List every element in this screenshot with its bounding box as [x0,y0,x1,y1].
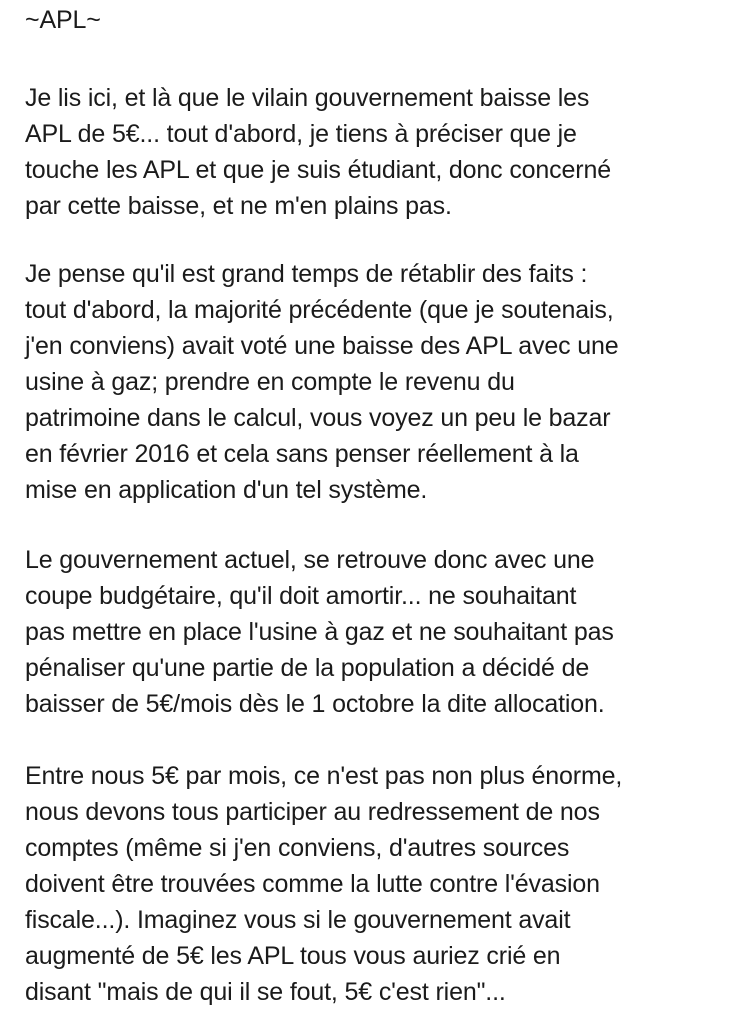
text-line: nous devons tous participer au redressement de nos [25,798,600,826]
text-line: doivent être trouvées comme la lutte contre l'évasion [25,870,600,898]
text-line: Je lis ici, et là que le vilain gouvernement baisse les [25,84,590,112]
text-line: augmenté de 5€ les APL tous vous auriez crié en [25,942,561,970]
text-line: Entre nous 5€ par mois, ce n'est pas non plus énorme, [25,762,623,790]
text-line: touche les APL et que je suis étudiant, donc concerné [25,156,611,184]
paragraph-4 [25,758,622,1010]
text-line: patrimoine dans le calcul, vous voyez un peu le bazar [25,404,611,432]
text-line: j'en conviens) avait voté une baisse des APL avec une [25,332,619,360]
text-line: pénaliser qu'une partie de la population a décidé de [25,654,590,682]
text-line: APL de 5€... tout d'abord, je tiens à préciser que je [25,120,577,148]
text-line: coupe budgétaire, qu'il doit amortir... ne souhaitant [25,582,577,610]
text-line: comptes (même si j'en conviens, d'autres sources [25,834,570,862]
text-line: Le gouvernement actuel, se retrouve donc avec une [25,546,595,574]
paragraph-3 [25,542,614,722]
text-line: baisser de 5€/mois dès le 1 octobre la dite allocation. [25,690,605,718]
document-title: ~APL~ [25,6,101,34]
text-line: tout d'abord, la majorité précédente (que je soutenais, [25,296,614,324]
text-line: disant "mais de qui il se fout, 5€ c'est rien"... [25,978,506,1006]
text-line: en février 2016 et cela sans penser réellement à la [25,440,579,468]
paragraph-2 [25,256,619,508]
text-line: par cette baisse, et ne m'en plains pas. [25,192,452,220]
text-line: mise en application d'un tel système. [25,476,428,504]
text-line: usine à gaz; prendre en compte le revenu du [25,368,515,396]
text-line: pas mettre en place l'usine à gaz et ne souhaitant pas [25,618,614,646]
text-line: Je pense qu'il est grand temps de rétablir des faits : [25,260,588,288]
paragraph-1 [25,80,611,224]
text-line: fiscale...). Imaginez vous si le gouvernement avait [25,906,571,934]
